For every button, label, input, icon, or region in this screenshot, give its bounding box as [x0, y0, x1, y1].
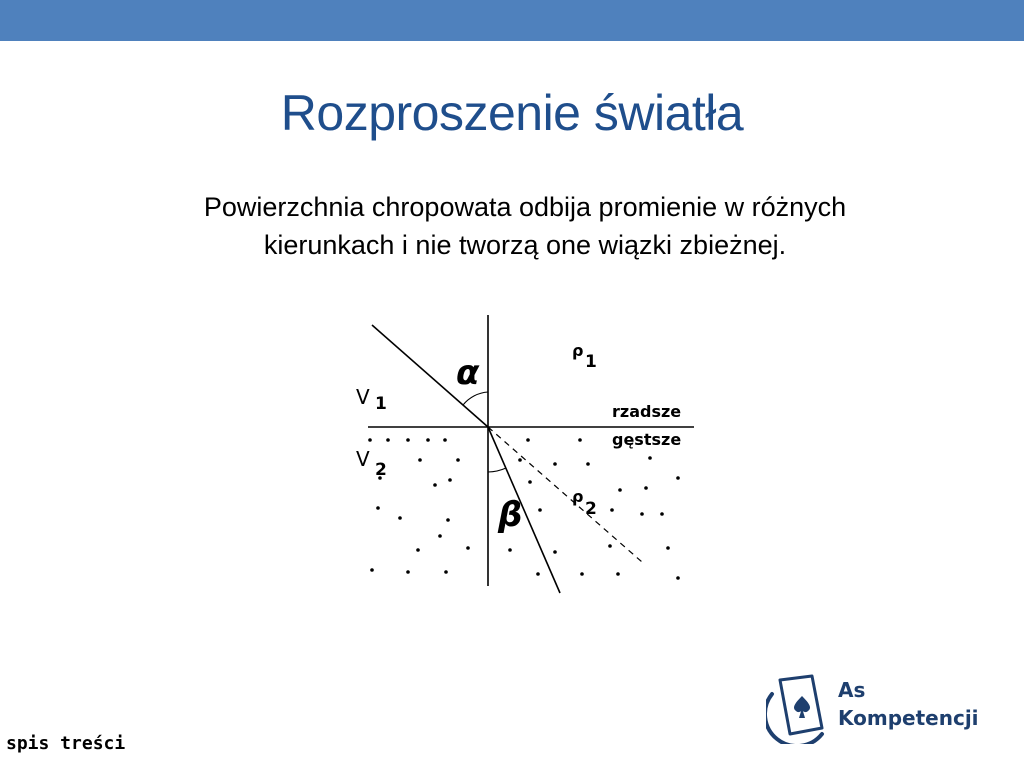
medium-dot [553, 550, 557, 554]
medium-dot [676, 476, 680, 480]
medium-dot [370, 568, 374, 572]
medium-dot [553, 462, 557, 466]
v1-label: V [356, 385, 370, 409]
v2-subscript: 2 [375, 460, 387, 480]
medium-dot [444, 570, 448, 574]
medium-dot [666, 546, 670, 550]
body-text [60, 188, 990, 264]
rho2-subscript: 2 [585, 499, 597, 519]
medium-dot [418, 458, 422, 462]
medium-dot [438, 534, 442, 538]
spade-card-icon [766, 672, 832, 744]
medium-dot [616, 572, 620, 576]
medium-dot [406, 438, 410, 442]
alpha-label: α [456, 353, 480, 393]
medium-dot [456, 458, 460, 462]
medium-dot [640, 512, 644, 516]
body-line-1: Powierzchnia chropowata odbija promienie w różnych [203, 192, 847, 222]
medium-dot [586, 462, 590, 466]
refraction-diagram [350, 310, 700, 600]
as-kompetencji-logo [766, 672, 1006, 744]
slide-title: Rozproszenie światła [280, 85, 744, 141]
medium-dot [578, 438, 582, 442]
medium-dot [580, 572, 584, 576]
medium-dot [536, 572, 540, 576]
rho1-symbol: ρ [572, 341, 584, 360]
medium-dot [676, 576, 680, 580]
medium-dot [538, 508, 542, 512]
medium-dot [648, 456, 652, 460]
medium-dot [426, 438, 430, 442]
logo-line-1: As [838, 678, 866, 702]
medium-dot [508, 548, 512, 552]
medium-dot [448, 478, 452, 482]
logo-text [838, 676, 979, 732]
medium-dot [466, 546, 470, 550]
top-bar [0, 0, 1024, 41]
medium-dot [376, 506, 380, 510]
medium-dot [398, 516, 402, 520]
v2-label: V [356, 447, 370, 471]
medium-dot [406, 570, 410, 574]
rho1-subscript: 1 [585, 352, 597, 372]
body-line-2: kierunkach i nie tworzą one wiązki zbieżnej. [263, 230, 787, 260]
medium-dot [446, 518, 450, 522]
medium-dot [608, 544, 612, 548]
medium-dot [618, 488, 622, 492]
medium-dot [610, 508, 614, 512]
table-of-contents-link[interactable]: spis treści [6, 733, 126, 754]
medium-dot [528, 480, 532, 484]
upper-medium-label: rzadsze [612, 402, 682, 421]
v1-subscript: 1 [375, 394, 387, 414]
rho2-symbol: ρ [572, 487, 584, 506]
logo-line-2: Kompetencji [838, 706, 979, 730]
medium-dot [386, 438, 390, 442]
medium-dot [433, 483, 437, 487]
medium-dot [368, 438, 372, 442]
medium-dot [443, 438, 447, 442]
medium-dot [518, 458, 522, 462]
medium-dot [644, 486, 648, 490]
lower-medium-label: gęstsze [612, 430, 682, 449]
medium-dot [660, 512, 664, 516]
medium-dot [416, 548, 420, 552]
medium-dot [526, 438, 530, 442]
beta-label: β [498, 495, 523, 535]
alpha-arc [463, 392, 488, 405]
beta-arc [488, 468, 506, 472]
